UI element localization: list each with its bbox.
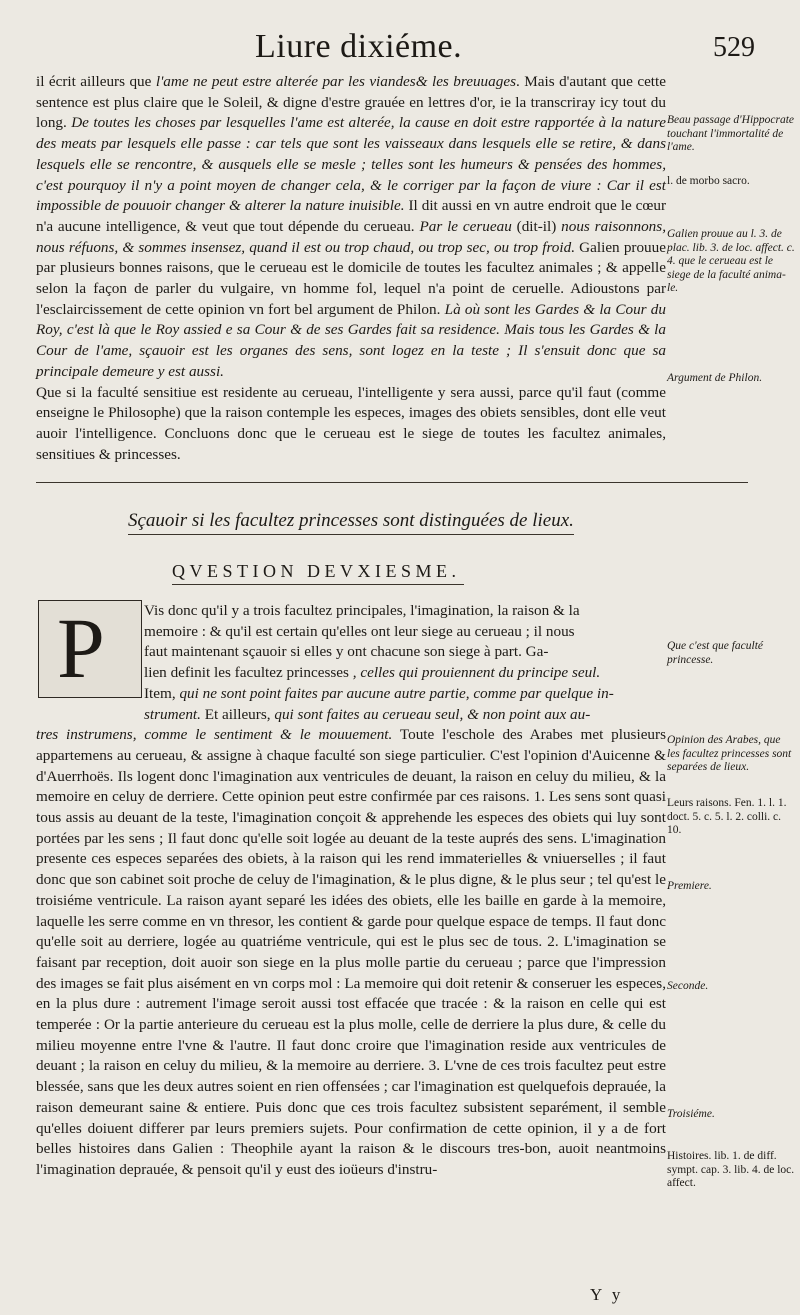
marginal-note: Troisiéme. bbox=[667, 1108, 715, 1120]
marginal-note: Galien prouue au l. 3. de plac. lib. 3. de loc. affect. c. 4. que le cerueau est le siege de la faculté anima-le. bbox=[667, 228, 795, 294]
marginal-note: Beau passage d'Hippocrate touchant l'immortalité de l'ame. bbox=[667, 114, 795, 153]
marginal-note: Premiere. bbox=[667, 880, 712, 892]
marginal-note: Que c'est que faculté princesse. bbox=[667, 640, 764, 666]
marginal-note: Opinion des Arabes, que les facultez princesses sont separées de lieux. bbox=[667, 734, 792, 773]
philon-quote: Là où sont les Gardes & la Cour du Roy, c'est là que le Roy assied e sa Cour & de ses Gardes fait sa residence. Mais tous les Gardes & la Cour de l'ame, sçauoir est les organes des sens, sont logez en la teste ; Il s'ensuit donc que sa principale demeure y est aussi. bbox=[36, 300, 666, 380]
running-title: Liure dixiéme. bbox=[255, 28, 463, 65]
italic-run: qui sont faites au cerueau seul, & non point aux au- bbox=[274, 705, 591, 723]
marginal-note: Seconde. bbox=[667, 980, 709, 992]
italic-run: nous raisonnons, nous réfuons, & sommes insensez, quand il est ou trop chaud, ou trop sec, ou trop froid. bbox=[36, 217, 666, 256]
text-run: lien definit les facultez princesses bbox=[144, 664, 353, 682]
paragraph-2: Que si la faculté sensitiue est residente au cerueau, l'intelligente y sera aussi, parce qu'il faut (comme enseigne le Philosophe) que la raison contemple les especes, images des obiets sensibles, dont elle veut auoir l'intelligence. Concluons donc que le cerueau est le siege de toutes les facultez animales, sensitiues & princesses. bbox=[36, 383, 666, 463]
page-number: 529 bbox=[713, 32, 755, 63]
text-run: Toute l'eschole des Arabes met plusieurs appartemens au cerueau, & assigne à chaque faculté son siege particulier. C'est l'opinion d'Auicenne & d'Auerrhoës. Ils logent donc l'imagination aux ventricules de deuant, la raison en celuy du milieu, & la memoire en celuy de derriere. Cette opinion peut estre confirmée par ces raisons. 1. Les sens sont quasi tous assis au deuant de la teste, l'imagination conçoit & apprehende les especes des obiets qui luy sont portées par les sens ; Il faut donc qu'elle soit logée au deuant de la teste auprés des sens. L'imagination presente ces especes separées des obiets, à la raison qui les rend immaterielles & vniuerselles ; il faut donc que son cabinet soit proche de celuy de l'imagination, & le plus digne, & le plus seur ; tel qu'est le troisiéme ventricule. La raison ayant separé les idées des obiets, elle les baille en garde à la memoire, laquelle les serre comme en vn thresor, les contient & garde pour quelque espace de temps. Il faut donc qu'elle soit au derriere, logée au quatriéme ventricule, qui est le plus sec de tous. 2. L'imagination se faisant par reception, doit auoir son siege en la plus molle partie du cerueau ; parce que l'impression des images se fait plus aisément en vn corps mol : La memoire qui doit retenir & conseruer les especes, en la plus dure : autrement l'image seroit aussi tost effacée que tracée : & la raison en celle qui est temperée : Or la partie anterieure du cerueau est la plus molle, celle de derriere la plus dure, & celle du milieu moyenne entre l'vne & l'autre. Il faut donc croire que l'imagination reside aux ventricules de deuant ; la raison en celuy du milieu, & la memoire au derriere. 3. L'vne de ces trois facultez peut estre blessée, sans que les deux autres soient en rien offensées ; car l'imagination est quelquefois deprauée, la raison demeurant saine & entiere. Puis donc que ces trois facultez subsistent separément, il semble qu'elles doiuent differer par leurs premiers sujets. Pour confirmation de cette opinion, il y a de fort belles histoires dans Galien : Theophile ayant la raison & le discours tres-bon, auoit neantmoins l'imagination deprauée, & pensoit qu'il y eust des ioüeurs d'instru- bbox=[36, 726, 666, 1178]
question-paragraph bbox=[36, 601, 666, 1181]
text-run: (dit-il) bbox=[511, 217, 562, 235]
marginal-note: l. de morbo sacro. bbox=[667, 175, 750, 187]
text-line: Vis donc qu'il y a trois facultez principales, l'imagination, la raison & la bbox=[144, 602, 580, 619]
text-run: Il dit aussi en vn autre endroit que le cœur n'a aucune intelligence, & veut que tout dépende du cerueau. bbox=[36, 197, 667, 235]
marginal-note: Argument de Philon. bbox=[667, 372, 763, 384]
question-heading: QVESTION DEVXIESME. bbox=[172, 561, 461, 581]
text-line bbox=[144, 705, 666, 726]
text-line bbox=[144, 663, 666, 684]
text-line bbox=[144, 684, 666, 705]
signature-mark: Y y bbox=[590, 1285, 624, 1304]
section-title: Sçauoir si les facultez princesses sont distinguées de lieux. bbox=[128, 510, 574, 535]
marginal-note: Leurs raisons. Fen. 1. l. 1. doct. 5. c. 5. l. 2. colli. c. 10. bbox=[667, 797, 787, 836]
italic-run: strument. bbox=[144, 705, 201, 723]
paragraph-1 bbox=[36, 72, 666, 383]
text-run: il écrit ailleurs que bbox=[36, 73, 156, 90]
marginal-note: Histoires. lib. 1. de diff. sympt. cap. 3. lib. 4. de loc. affect. bbox=[667, 1150, 795, 1189]
text-run: Et ailleurs, bbox=[200, 705, 275, 723]
italic-run: tres instrumens, comme le sentiment & le mouuement. bbox=[36, 726, 393, 744]
section-divider bbox=[36, 482, 748, 483]
text-run: Item, bbox=[144, 684, 180, 702]
text-run: Galien prouue par plusieurs bonnes raisons, que le cerueau est le domicile de toutes les facultez animales ; & appelle selon la façon de parler du vulgaire, vn homme fol, lequel n'a point de ceruelle. Adioustons par l'esclaircissement de cette opinion vn fort bel argument de Philon. bbox=[36, 238, 666, 318]
upper-text-block bbox=[36, 72, 666, 465]
italic-run: Par le cerueau bbox=[419, 217, 512, 235]
italic-run: qui ne sont point faites par aucune autre partie, comme par quelque in- bbox=[179, 684, 614, 702]
italic-run: l'ame ne peut estre alterée par les viandes& les breuuages bbox=[155, 73, 516, 90]
text-line: memoire : & qu'il est certain qu'elles ont leur siege au cerueau ; il nous bbox=[144, 622, 575, 640]
question-text-block bbox=[36, 601, 666, 1181]
text-run: . Mais d'autant que cette sentence est plus claire que le Soleil, & digne d'estre grauée en lettres d'or, ie la transcriray icy tout du long. bbox=[36, 73, 666, 132]
initial-letter: P bbox=[57, 600, 105, 696]
text-line: faut maintenant sçauoir si elles y ont chacune son siege à part. Ga- bbox=[144, 643, 549, 661]
page-header bbox=[0, 22, 800, 72]
hippocrates-quote: De toutes les choses par lesquelles l'ame est alterée, la cause en doit estre rapportée à la nature des meats par lesquels elle passe : car tels que sont les vaisseaux dans lesquels elle se retire, & dans lesquels elle se rencontre, & ausquels elle se mesle ; telles sont les humeurs & pensées des hommes, c'est pourquoy il n'y a point moyen de changer cela, & le corriger par la façon de viure : Car il est impossible de pouuoir changer & alterer la nature inuisible. bbox=[36, 114, 666, 215]
italic-run: , celles qui prouiennent du principe seul. bbox=[352, 664, 601, 682]
